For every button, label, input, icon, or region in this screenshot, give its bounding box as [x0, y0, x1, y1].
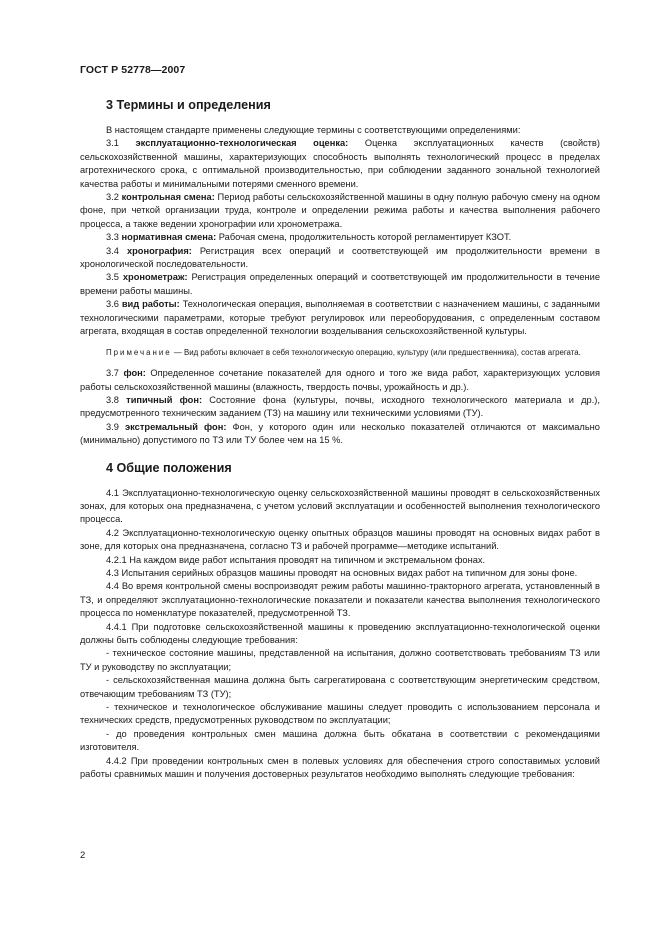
term: вид работы:	[121, 299, 180, 310]
definition-3-6	[80, 298, 600, 338]
clause-4-1: 4.1 Эксплуатационно-технологическую оценку сельскохозяйственной машины проводят в сельскохозяйственных зонах, для которых она предназначена, с учетом условий эксплуатации и особенностей выполнения технологического процесса.	[80, 487, 600, 525]
page-content	[80, 97, 600, 781]
page-number: 2	[80, 850, 86, 861]
term: контрольная смена:	[121, 192, 215, 203]
term: эксплуатационно-технологическая оценка:	[135, 138, 349, 149]
clause-number: 3.8	[106, 394, 119, 405]
clause-4-4-2: 4.4.2 При проведении контрольных смен в полевых условиях для обеспечения строго сопоставимых условий работы сравнимых машин и получения достоверных результатов необходимо выполнять следующие требования:	[80, 755, 600, 780]
definition-text: Технологическая операция, выполняемая в соответствии с назначением машины, с заданными технологическими параметрами, которые требуют регулировок или переоборудования, с определенным составом агрегата, входящая в состав определенной технологии возделывания сельскохозяйственной культуры.	[80, 299, 600, 337]
clause-4-3: 4.3 Испытания серийных образцов машины проводят на основных видах работ на типичном для зоны фоне.	[106, 567, 578, 578]
term: нормативная смена:	[121, 232, 217, 243]
note-text: — Вид работы включает в себя технологическую операцию, культуру (или предшественника), состав агрегата.	[173, 347, 581, 357]
definition-text: Фон, у которого один или несколько показателей отличаются от максимально (минимально) допустимого по ТЗ или ТУ более чем на 15 %.	[80, 421, 600, 446]
document-header: ГОСТ Р 52778—2007	[80, 64, 186, 76]
clause-number: 3.7	[106, 368, 119, 379]
definition-3-4	[80, 245, 600, 272]
definition-3-5	[80, 271, 600, 298]
definition-text: Определенное сочетание показателей для одного и того же вида работ, характеризующих условия работы сельскохозяйственной машины (влажность, твердость почвы, урожайность и др.).	[80, 368, 601, 392]
definition-text: Рабочая смена, продолжительность которой регламентирует КЗОТ.	[218, 232, 512, 243]
note	[80, 347, 600, 359]
requirement-item: - сельскохозяйственная машина должна быть сагрегатирована с соответствующим энергетическим средством, отвечающим требованиям ТЗ (ТУ);	[80, 675, 600, 699]
definition-text: Состояние фона (культуры, почвы, исходного технологического материала и др.), предусмотренного техническим заданием (ТЗ) на машину или техническими условиями (ТУ).	[80, 394, 600, 419]
term: фон:	[123, 368, 146, 379]
definition-3-3	[80, 231, 600, 244]
definition-3-7	[80, 367, 600, 394]
term: хронография:	[126, 245, 192, 256]
clause-4-2: 4.2 Эксплуатационно-технологическую оценку опытных образцов машины проводят на основных видах работ в зоне, для которых она предназначена, согласно ТЗ и рабочей программе—методике испытаний.	[80, 527, 600, 552]
definition-3-1	[80, 137, 600, 191]
clause-number: 3.2	[106, 192, 119, 203]
definition-text: Оценка эксплуатационных качеств (свойств) сельскохозяйственной машины, характеризующих способность выполнять технологический процесс в пределах агротехнического срока, с оптимальной производительностью, при соблюдении заданного зональной технологией качества работы и минимальными потерями сменного времени.	[80, 138, 600, 189]
definition-text: Период работы сельскохозяйственной машины в одну полную рабочую смену на одном фоне, при четкой организации труда, контроле и определении режима работы и качества выполнения рабочего процесса, а также ведении хронографии или хронометража.	[80, 192, 600, 229]
definition-3-2	[80, 191, 600, 231]
definition-text: Регистрация всех операций и соответствующей им продолжительности времени в хронологической последовательности.	[80, 245, 600, 270]
requirement-item: - техническое состояние машины, представленной на испытания, должно соответствовать требованиям ТЗ или ТУ и руководству по эксплуатации;	[80, 648, 600, 672]
clause-number: 3.5	[106, 272, 119, 283]
term: экстремальный фон:	[125, 421, 227, 432]
clause-number: 3.6	[106, 299, 119, 310]
clause-4-2-1: 4.2.1 На каждом виде работ испытания проводят на типичном и экстремальном фонах.	[106, 554, 486, 565]
clause-number: 3.1	[106, 138, 119, 149]
requirement-item: - техническое и технологическое обслуживание машины следует проводить с использованием персонала и технических средств, предусмотренных руководством по эксплуатации;	[80, 702, 600, 726]
clause-4-4: 4.4 Во время контрольной смены воспроизводят режим работы машинно-тракторного агрегата, установленный в ТЗ, и определяют эксплуатационно-технологические показатели и показатели качества выполнения технологического процесса по номенклатуре показателей, предусмотренной ТЗ.	[80, 581, 600, 619]
definition-3-9	[80, 421, 600, 448]
clause-number: 3.4	[106, 245, 119, 256]
term: хронометраж:	[122, 272, 188, 283]
note-label: Примечание	[106, 347, 172, 357]
clause-number: 3.3	[106, 232, 119, 243]
requirement-item: - до проведения контрольных смен машина должна быть обкатана в соответствии с рекомендациями изготовителя.	[80, 728, 600, 753]
clause-number: 3.9	[106, 421, 119, 432]
clause-4-4-1: 4.4.1 При подготовке сельскохозяйственной машины к проведению эксплуатационно-технологической оценки должны быть соблюдены следующие требования:	[80, 621, 600, 645]
term: типичный фон:	[126, 394, 203, 405]
definition-text: Регистрация определенных операций и соответствующей им продолжительности в течение времени работы машины.	[80, 272, 601, 296]
section-4-title: 4 Общие положения	[106, 460, 232, 475]
definition-3-8	[80, 394, 600, 421]
section-3-title: 3 Термины и определения	[106, 98, 271, 112]
section-3-intro: В настоящем стандарте применены следующие термины с соответствующими определениями:	[106, 125, 521, 135]
